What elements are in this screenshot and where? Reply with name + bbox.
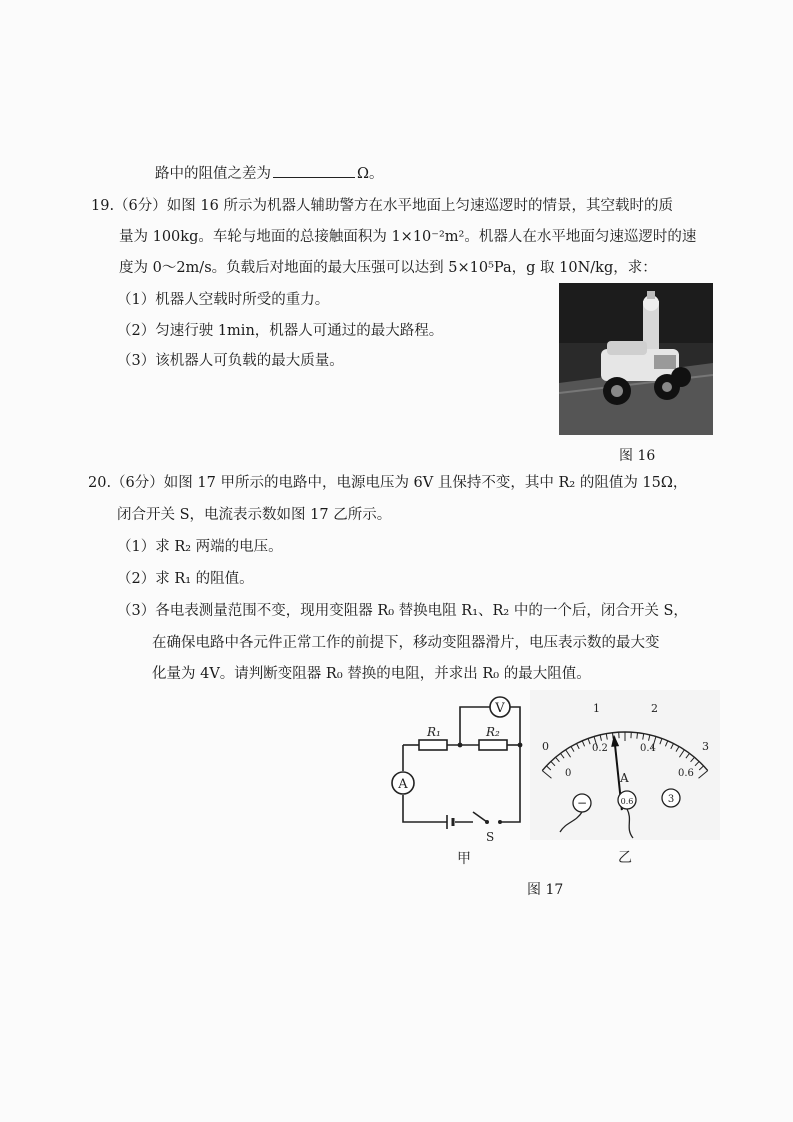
- answer-blank[interactable]: [273, 163, 355, 178]
- upper-tick-2: 2: [651, 702, 658, 715]
- q20-item-3-line2: 在确保电路中各元件正常工作的前提下，移动变阻器滑片，电压表示数的最大变: [152, 635, 660, 651]
- r1-resistor: [419, 740, 447, 750]
- r2-resistor: [479, 740, 507, 750]
- robot-photo: [559, 283, 713, 435]
- lower-tick-0: 0: [565, 768, 572, 779]
- voltmeter-label: V: [495, 701, 505, 716]
- lower-tick-3: 0.6: [678, 768, 694, 779]
- circuit-diagram: [385, 695, 530, 870]
- q19-item-3: （3）该机器人可负载的最大质量。: [117, 353, 344, 369]
- q19-item-2: （2）匀速行驶 1min，机器人可通过的最大路程。: [117, 323, 444, 339]
- q20-item-1: （1）求 R₂ 两端的电压。: [117, 539, 283, 555]
- fig16-caption: 图 16: [619, 448, 656, 464]
- dial-unit: A: [620, 771, 629, 785]
- q19-line3: 度为 0～2m/s。负载后对地面的最大压强可以达到 5×10⁵Pa，g 取 10N/kg，求：: [119, 260, 657, 276]
- q18-text: 路中的阻值之差为: [155, 166, 271, 182]
- lower-tick-2: 0.4: [640, 743, 656, 754]
- dial-caption: 乙: [618, 850, 632, 866]
- q18-unit: Ω。: [357, 166, 384, 182]
- q19-line2: 量为 100kg。车轮与地面的总接触面积为 1×10⁻²m²。机器人在水平地面匀速巡逻时的速: [119, 229, 697, 245]
- q20-item-2: （2）求 R₁ 的阻值。: [117, 571, 254, 587]
- circuit-caption: 甲: [457, 851, 471, 867]
- q19-line1: 19.（6分）如图 16 所示为机器人辅助警方在水平地面上匀速巡逻时的情景，其空载时的质: [91, 198, 673, 214]
- terminal-0.6-label: 0.6: [620, 797, 634, 806]
- upper-tick-3: 3: [702, 740, 709, 753]
- robot-illustration: [559, 283, 713, 435]
- terminal-3-label: 3: [667, 794, 675, 805]
- ammeter-dial: [530, 690, 720, 870]
- r2-label: R₂: [486, 725, 500, 739]
- dial-tick: [637, 733, 638, 739]
- q18-tail: [155, 163, 384, 184]
- q20-line2: 闭合开关 S，电流表示数如图 17 乙所示。: [117, 507, 392, 523]
- terminal-negative-label: −: [576, 796, 588, 810]
- dial-tick: [612, 733, 613, 739]
- q20-line1: 20.（6分）如图 17 甲所示的电路中，电源电压为 6V 且保持不变，其中 R₂ 的阻值为 15Ω，: [88, 475, 688, 491]
- q19-item-1: （1）机器人空载时所受的重力。: [117, 292, 330, 308]
- lower-tick-1: 0.2: [592, 743, 608, 754]
- r1-label: R₁: [427, 725, 441, 739]
- switch-symbol: [485, 820, 489, 824]
- upper-tick-0: 0: [542, 740, 549, 753]
- ammeter-label: A: [398, 777, 408, 792]
- q20-item-3: （3）各电表测量范围不变，现用变阻器 R₀ 替换电阻 R₁、R₂ 中的一个后，闭合开关 S，: [117, 603, 688, 619]
- switch-label: S: [486, 830, 495, 844]
- fig17-caption: 图 17: [527, 882, 564, 898]
- q20-item-3-line3: 化量为 4V。请判断变阻器 R₀ 替换的电阻，并求出 R₀ 的最大阻值。: [152, 666, 591, 682]
- upper-tick-1: 1: [593, 702, 600, 715]
